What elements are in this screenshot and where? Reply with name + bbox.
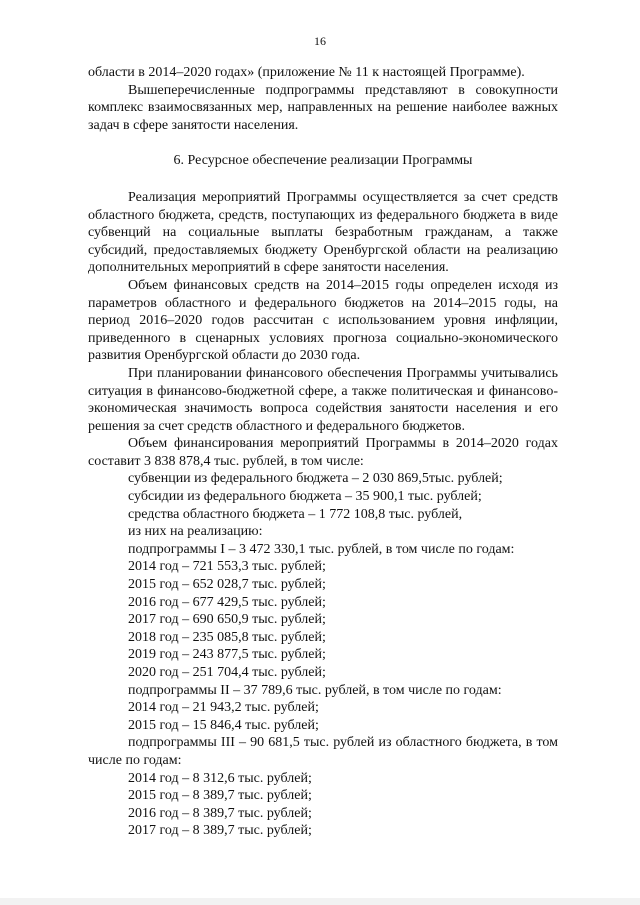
subprogram-1-year: 2014 год – 721 553,3 тыс. рублей;: [128, 559, 326, 575]
page-number: 16: [314, 34, 326, 48]
subprograms-paragraph: Вышеперечисленные подпрограммы представляют в совокупности комплекс взаимосвязанных мер, направленных на решение наиболее важных задач в сфере занятости населения.: [88, 82, 558, 133]
subprogram-3-year: 2016 год – 8 389,7 тыс. рублей;: [128, 805, 312, 821]
subprogram-3-title: подпрограммы III – 90 681,5 тыс. рублей из областного бюджета, в том числе по годам:: [88, 735, 558, 768]
subprogram-2-year: 2015 год – 15 846,4 тыс. рублей;: [128, 717, 319, 733]
subprogram-1-year: 2019 год – 243 877,5 тыс. рублей;: [128, 647, 326, 663]
funding-regional-budget: средства областного бюджета – 1 772 108,8 тыс. рублей,: [128, 506, 463, 522]
paragraph-volume-basis: Объем финансовых средств на 2014–2015 годы определен исходя из параметров областного и федерального бюджетов на 2014–2015 годы, на период 2016–2020 годов рассчитан с использованием уровня инфляции, приведенного в сценарных условиях прогноза социально-экономического развития Оренбургской области до 2030 года.: [88, 277, 558, 364]
subprogram-2-title: подпрограммы II – 37 789,6 тыс. рублей, в том числе по годам:: [128, 682, 502, 698]
subprogram-2-year: 2014 год – 21 943,2 тыс. рублей;: [128, 700, 319, 716]
funding-federal-subsidies: субсидии из федерального бюджета – 35 900,1 тыс. рублей;: [128, 489, 482, 505]
subprogram-1-year: 2016 год – 677 429,5 тыс. рублей;: [128, 594, 326, 610]
subprogram-3-year: 2014 год – 8 312,6 тыс. рублей;: [128, 770, 312, 786]
paragraph-total-funding: Объем финансирования мероприятий Программы в 2014–2020 годах составит 3 838 878,4 тыс. рублей, в том числе:: [88, 436, 558, 469]
top-paragraph-line: области в 2014–2020 годах» (приложение № 11 к настоящей Программе).: [88, 65, 525, 80]
subprogram-1-year: 2020 год – 251 704,4 тыс. рублей;: [128, 665, 326, 680]
document-body: [88, 64, 558, 840]
subprogram-3-year: 2017 год – 8 389,7 тыс. рублей;: [128, 823, 312, 839]
funding-of-which: из них на реализацию:: [128, 524, 263, 540]
subprogram-1-year: 2015 год – 652 028,7 тыс. рублей;: [128, 577, 326, 593]
subprogram-1-year: 2017 год – 690 650,9 тыс. рублей;: [128, 612, 326, 628]
subprogram-3-year: 2015 год – 8 389,7 тыс. рублей;: [128, 788, 312, 804]
scan-bottom-edge: [0, 898, 640, 905]
paragraph-implementation: Реализация мероприятий Программы осуществляется за счет средств областного бюджета, средств, поступающих из федерального бюджета в виде субвенций на социальные выплаты безработным гражданам, а также субсидий, предоставляемых бюджету Оренбургской области на реализацию дополнительных мероприятий в сфере занятости населения.: [88, 189, 558, 276]
subprogram-1-title: подпрограммы I – 3 472 330,1 тыс. рублей, в том числе по годам:: [128, 541, 515, 557]
paragraph-planning: При планировании финансового обеспечения Программы учитывались ситуация в финансово-бюджетной сфере, а также политическая и финансово-экономическая значимость вопроса содействия занятости населения и его решения за счет средств областного и федерального бюджетов.: [88, 365, 558, 434]
funding-federal-subventions: субвенции из федерального бюджета – 2 030 869,5тыс. рублей;: [128, 471, 503, 487]
section-heading: 6. Ресурсное обеспечение реализации Программы: [173, 153, 473, 169]
subprogram-1-year: 2018 год – 235 085,8 тыс. рублей;: [128, 629, 326, 645]
